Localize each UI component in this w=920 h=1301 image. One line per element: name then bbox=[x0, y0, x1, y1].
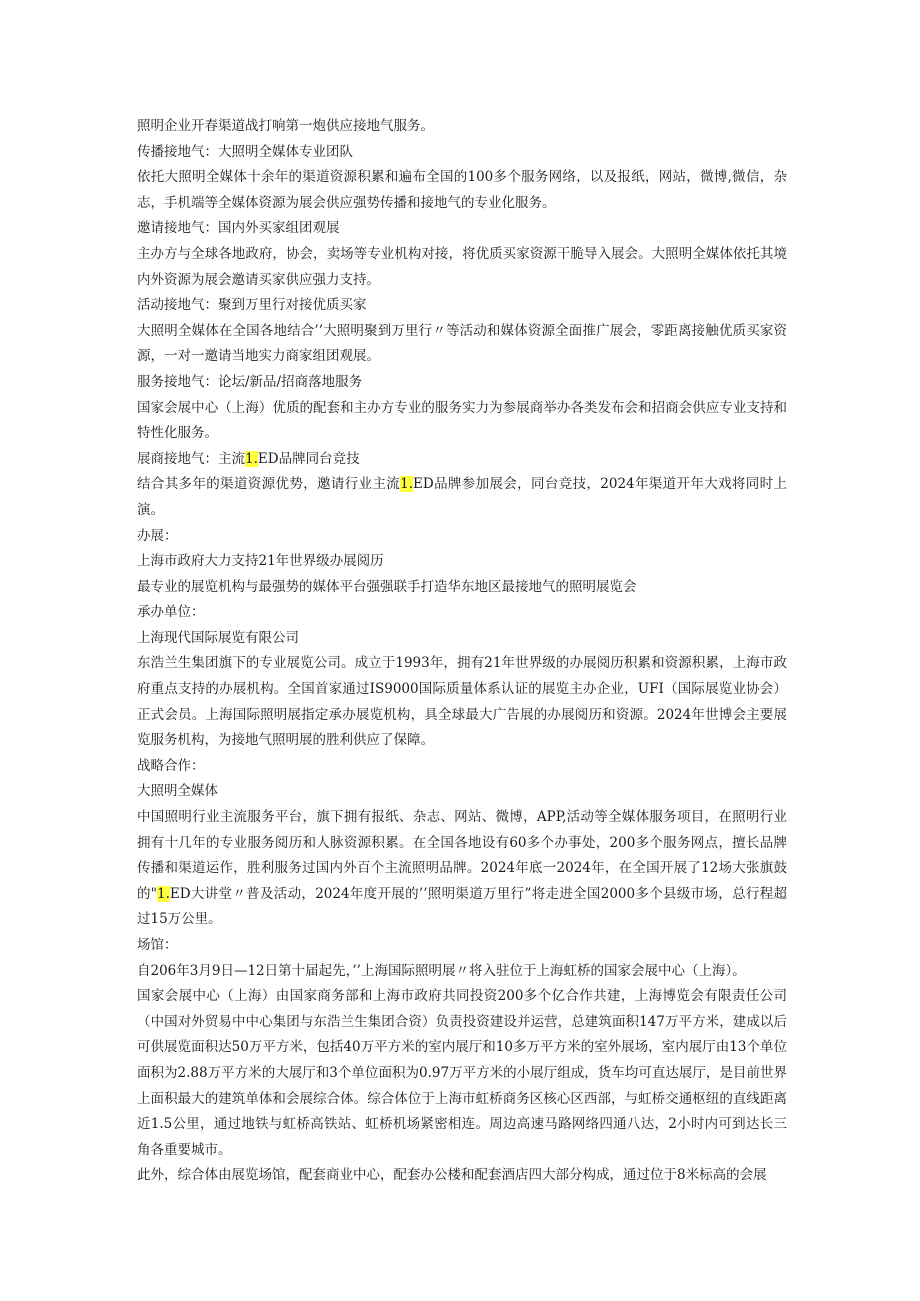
paragraph: 东浩兰生集团旗下的专业展览公司。成立于1993年，拥有21年世界级的办展阅历积累和资源积累，上海市政府重点支持的办展机构。全国首家通过IS9000国际质量体系认证的展览主办企业，UFI（国际展览业协会）正式会员。上海国际照明展指定承办展览机构，具全球最大广告展的办展阅历和资源。2024年世博会主要展览服务机构，为接地气照明展的胜利供应了保障。 bbox=[137, 655, 787, 749]
text-line: 承办单位： bbox=[137, 604, 205, 621]
text-line: 传播接地气：大照明全媒体专业团队 bbox=[137, 143, 353, 160]
text-line: 上海市政府大力支持21年世界级办展阅历 bbox=[137, 553, 384, 570]
text-line: 服务接地气：论坛/新品/招商落地服务 bbox=[137, 373, 363, 390]
paragraph: 依托大照明全媒体十余年的渠道资源积累和遍布全国的100多个服务网络，以及报纸，网站，微博,微信，杂志，手机端等全媒体资源为展会供应强势传播和接地气的专业化服务。 bbox=[137, 169, 787, 211]
text-line: 大照明全媒体 bbox=[137, 783, 218, 800]
text-line: 最专业的展览机构与最强势的媒体平台强强联手打造华东地区最接地气的照明展览会 bbox=[137, 578, 637, 595]
paragraph: 大照明全媒体在全国各地结合’’大照明聚到万里行〃等活动和媒体资源全面推广展会，零距离接触优质买家资源，一对一邀请当地实力商家组团观展。 bbox=[137, 322, 787, 365]
text-line: 展商接地气：主流1.ED品牌同台竞技 bbox=[137, 450, 360, 467]
text-line: 办展： bbox=[137, 527, 178, 544]
highlight-mark: 1. bbox=[245, 450, 258, 467]
document-body bbox=[137, 114, 787, 1189]
paragraph: 结合其多年的渠道资源优势，邀请行业主流1.ED品牌参加展会，同台竞技，2024年渠道开年大戏将同时上演。 bbox=[137, 476, 787, 518]
text-line: 此外，综合体由展览场馆，配套商业中心，配套办公楼和配套酒店四大部分构成，通过位于8米标高的会展 bbox=[137, 1167, 767, 1184]
text-line: 邀请接地气：国内外买家组团观展 bbox=[137, 220, 340, 237]
paragraph: 主办方与全球各地政府，协会，卖场等专业机构对接，将优质买家资源干脆导入展会。大照明全媒体依托其境内外资源为展会邀请买家供应强力支持。 bbox=[137, 245, 787, 288]
highlight-mark: 1. bbox=[400, 476, 414, 493]
text-line: 场馆： bbox=[137, 937, 178, 953]
highlight-mark: 1. bbox=[157, 885, 170, 902]
paragraph: 国家会展中心（上海）优质的配套和主办方专业的服务实力为参展商举办各类发布会和招商会供应专业支持和特性化服务。 bbox=[137, 399, 787, 442]
text-line: 照明企业开春渠道战打响第一炮供应接地气服务。 bbox=[137, 118, 434, 134]
text-line: 上海现代国际展览有限公司 bbox=[137, 629, 299, 646]
paragraph: 国家会展中心（上海）由国家商务部和上海市政府共同投资200多个亿合作共建，上海博览会有限责任公司（中国对外贸易中中心集团与东浩兰生集团合资）负责投资建设并运营，总建筑面积147万平方米，建成以后可供展览面积达50万平方米，包括40万平方米的室内展厅和10多万平方米的室外展场，室内展厅由13个单位面积为2.88万平方米的大展厅和3个单位面积为0.97万平方米的小展厅组成，货车均可直达展厅，是目前世界上面积最大的建筑单体和会展综合体。综合体位于上海市虹桥商务区核心区西部，与虹桥交通枢纽的直线距离近1.5公里，通过地铁与虹桥高铁站、虹桥机场紧密相连。周边高速马路网络四通八达，2小时内可到达长三角各重要城市。 bbox=[137, 988, 787, 1158]
text-line: 自206年3月9日—12日第十届起先，’’上海国际照明展〃将入驻位于上海虹桥的国家会展中心（上海）。 bbox=[137, 962, 746, 979]
text-line: 战略合作： bbox=[137, 757, 205, 774]
text-line: 活动接地气：聚到万里行对接优质买家 bbox=[137, 297, 367, 314]
paragraph: 中国照明行业主流服务平台，旗下拥有报纸、杂志、网站、微博，APP,活动等全媒体服务项目，在照明行业拥有十几年的专业服务阅历和人脉资源积累。在全国各地设有60多个办事处，200多个服务网点，擅长品牌传播和渠道运作，胜利服务过国内外百个主流照明品牌。2024年底一2024年，在全国开展了12场大张旗鼓的"1.ED大讲堂〃普及活动，2024年度开展的’’照明渠道万里行”将走进全国2000多个县级市场，总行程超过15万公里。 bbox=[137, 809, 788, 928]
